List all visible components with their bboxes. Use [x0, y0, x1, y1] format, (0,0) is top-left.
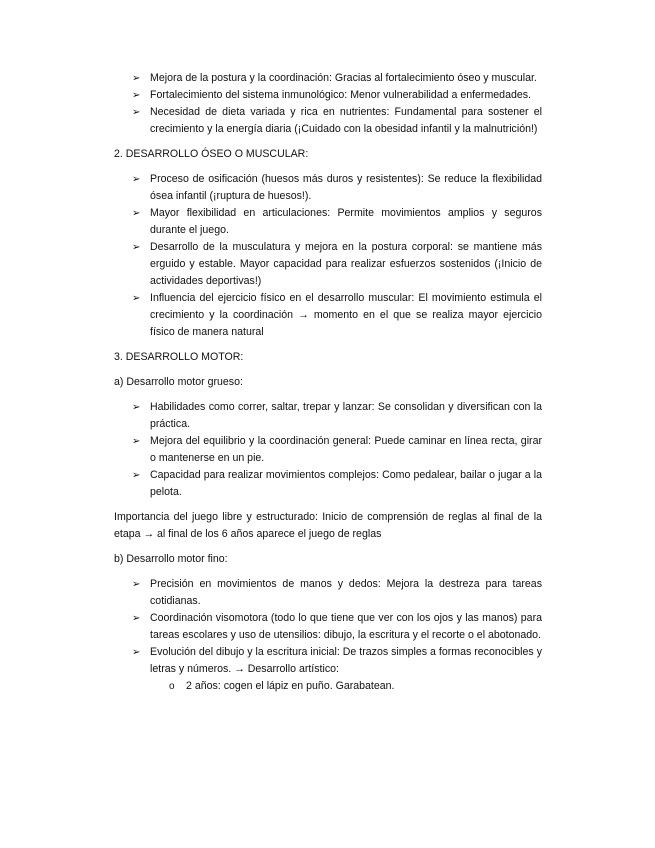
subsection-a-heading: a) Desarrollo motor grueso:	[114, 376, 243, 388]
list-item	[114, 87, 542, 104]
circle-bullet-icon: o	[169, 681, 175, 692]
arrow-bullet-icon: ➢	[132, 579, 141, 590]
arrow-bullet-icon: ➢	[132, 107, 141, 118]
subsection-b-bullet-list	[114, 576, 542, 695]
subsection-a-bullet-list	[114, 399, 542, 501]
list-item-text: Desarrollo de la musculatura y mejora en la postura corporal: se mantiene más erguido y estable. Mayor capacidad para realizar esfuerzos sostenidos (¡Inicio de actividades deportivas!)	[150, 241, 542, 287]
arrow-bullet-icon: ➢	[132, 402, 141, 413]
arrow-bullet-icon: ➢	[132, 90, 141, 101]
subsection-b-heading: b) Desarrollo motor fino:	[114, 553, 228, 565]
list-item	[114, 610, 542, 644]
list-item-text: Influencia del ejercicio físico en el desarrollo muscular: El movimiento estimula el crecimiento y la coordinación → momento en el que se realiza mayor ejercicio físico de manera natural	[150, 292, 542, 338]
list-item	[114, 290, 542, 341]
sub-list-item	[114, 678, 542, 695]
list-item	[114, 171, 542, 205]
list-item-text: Mejora del equilibrio y la coordinación general: Puede caminar en línea recta, girar o mantenerse en un pie.	[150, 435, 542, 464]
section2-bullet-list	[114, 171, 542, 341]
arrow-bullet-icon: ➢	[132, 436, 141, 447]
list-item	[114, 239, 542, 290]
list-item-text: Mayor flexibilidad en articulaciones: Permite movimientos amplios y seguros durante el juego.	[150, 207, 542, 236]
list-item	[114, 644, 542, 678]
list-item-text: Proceso de osificación (huesos más duros y resistentes): Se reduce la flexibilidad ósea infantil (¡ruptura de huesos!).	[150, 173, 542, 202]
list-item-text: Coordinación visomotora (todo lo que tiene que ver con los ojos y las manos) para tareas escolares y uso de utensilios: dibujo, la escritura y el recorte o el abotonado.	[150, 612, 542, 641]
list-item	[114, 467, 542, 501]
arrow-bullet-icon: ➢	[132, 470, 141, 481]
arrow-bullet-icon: ➢	[132, 242, 141, 253]
section1-bullet-list	[114, 70, 542, 138]
arrow-bullet-icon: ➢	[132, 293, 141, 304]
list-item	[114, 576, 542, 610]
arrow-bullet-icon: ➢	[132, 208, 141, 219]
list-item	[114, 433, 542, 467]
list-item-text: Capacidad para realizar movimientos complejos: Como pedalear, bailar o jugar a la pelota.	[150, 469, 542, 498]
document-content	[114, 70, 542, 695]
free-play-paragraph: Importancia del juego libre y estructurado: Inicio de comprensión de reglas al final de la etapa → al final de los 6 años aparece el juego de reglas	[114, 511, 542, 540]
sub-list-item-text: 2 años: cogen el lápiz en puño. Garabatean.	[186, 680, 395, 692]
list-item	[114, 70, 542, 87]
list-item-text: Fortalecimiento del sistema inmunológico: Menor vulnerabilidad a enfermedades.	[150, 89, 531, 101]
arrow-bullet-icon: ➢	[132, 174, 141, 185]
list-item-text: Mejora de la postura y la coordinación: Gracias al fortalecimiento óseo y muscular.	[150, 72, 537, 84]
list-item	[114, 205, 542, 239]
list-item	[114, 399, 542, 433]
arrow-bullet-icon: ➢	[132, 647, 141, 658]
section2-heading: 2. DESARROLLO ÓSEO O MUSCULAR:	[114, 148, 309, 160]
list-item-text: Habilidades como correr, saltar, trepar y lanzar: Se consolidan y diversifican con la práctica.	[150, 401, 542, 430]
list-item-text: Precisión en movimientos de manos y dedos: Mejora la destreza para tareas cotidianas.	[150, 578, 542, 607]
list-item-text: Evolución del dibujo y la escritura inicial: De trazos simples a formas reconocibles y letras y números. → Desarrollo artístico:	[150, 646, 542, 675]
arrow-bullet-icon: ➢	[132, 73, 141, 84]
arrow-bullet-icon: ➢	[132, 613, 141, 624]
section3-heading: 3. DESARROLLO MOTOR:	[114, 351, 244, 363]
list-item	[114, 104, 542, 138]
list-item-text: Necesidad de dieta variada y rica en nutrientes: Fundamental para sostener el crecimiento y la energía diaria (¡Cuidado con la obesidad infantil y la malnutrición!)	[150, 106, 542, 135]
